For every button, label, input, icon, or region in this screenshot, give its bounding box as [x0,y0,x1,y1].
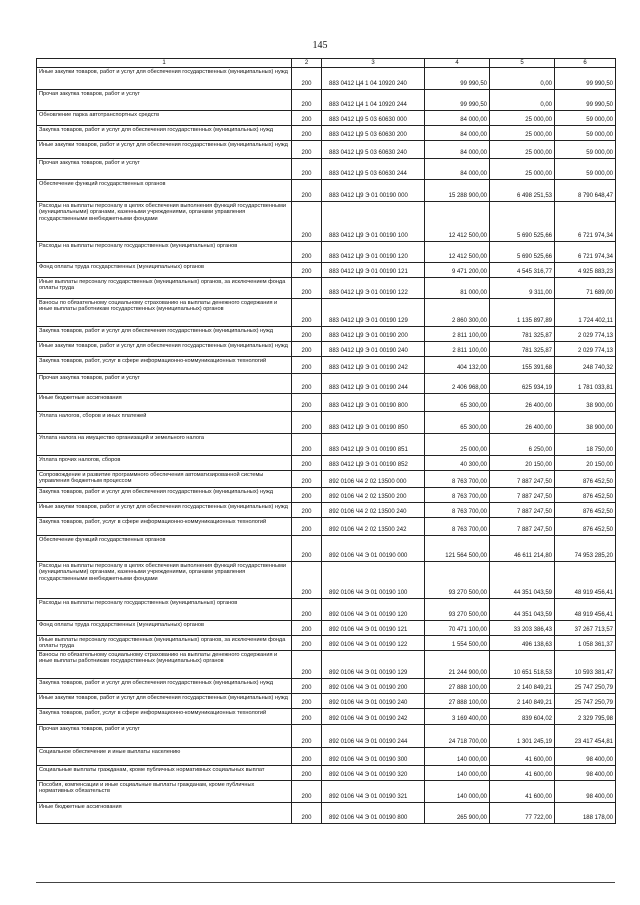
line-code-cell: 200 [292,299,322,327]
table-row [37,126,616,141]
row-name-cell: Закупка товаров, работ, услуг в сфере информационно-коммуникационных технологий [37,518,292,536]
remaining-amount-cell: 876 452,50 [555,471,616,488]
remaining-amount-cell: 2 329 795,98 [555,709,616,725]
approved-amount-cell: 1 554 500,00 [425,636,490,651]
table-row [37,242,616,263]
approved-amount-cell: 265 900,00 [425,803,490,824]
approved-amount-cell: 3 169 400,00 [425,709,490,725]
budget-code-cell: 892 0106 Ч4 Э 01 00190 121 [322,621,425,636]
remaining-amount-cell: 48 919 456,41 [555,599,616,621]
approved-amount-cell: 24 718 700,00 [425,725,490,748]
header-cell: 3 [322,59,425,68]
executed-amount-cell: 0,00 [490,90,555,111]
header-cell: 4 [425,59,490,68]
table-row [37,278,616,299]
executed-amount-cell: 25 000,00 [490,111,555,126]
budget-code-cell: 892 0106 Ч4 Э 01 00190 129 [322,651,425,679]
row-name-cell: Иные закупки товаров, работ и услуг для обеспечения государственных (муниципальных) нужд [37,694,292,709]
budget-code-cell: 883 0412 Ц9 Э 01 00190 121 [322,263,425,278]
header-cell: 6 [555,59,616,68]
approved-amount-cell: 2 406 968,00 [425,374,490,394]
table-row [37,536,616,562]
table-row [37,562,616,599]
row-name-cell: Иные выплаты персоналу государственных (муниципальных) органов, за исключением фонда оплаты труда [37,636,292,651]
approved-amount-cell: 140 000,00 [425,766,490,781]
header-row [37,59,616,68]
remaining-amount-cell: 876 452,50 [555,518,616,536]
table-row [37,599,616,621]
approved-amount-cell: 40 300,00 [425,456,490,471]
row-name-cell: Закупка товаров, работ и услуг для обеспечения государственных (муниципальных) нужд [37,327,292,342]
remaining-amount-cell: 71 689,00 [555,278,616,299]
line-code-cell: 200 [292,781,322,803]
table-row [37,725,616,748]
executed-amount-cell: 781 325,87 [490,342,555,357]
budget-code-cell: 883 0412 Ц9 Э 01 00190 800 [322,394,425,412]
line-code-cell: 200 [292,488,322,503]
budget-code-cell: 892 0106 Ч4 Э 01 00190 242 [322,709,425,725]
approved-amount-cell: 84 000,00 [425,126,490,141]
executed-amount-cell: 26 400,00 [490,412,555,434]
executed-amount-cell: 10 651 518,53 [490,651,555,679]
budget-code-cell: 892 0106 Ч4 2 02 13500 000 [322,471,425,488]
row-name-cell: Прочая закупка товаров, работ и услуг [37,90,292,111]
table-row [37,803,616,824]
remaining-amount-cell: 59 000,00 [555,159,616,180]
executed-amount-cell: 4 545 316,77 [490,263,555,278]
line-code-cell: 200 [292,803,322,824]
remaining-amount-cell: 1 724 402,11 [555,299,616,327]
table-row [37,636,616,651]
row-name-cell: Расходы на выплаты персоналу в целях обеспечения выполнения функций государственными (муниципальными) органами, казенными учреждениями, органами управления государственными внебюджетными фондами [37,562,292,599]
row-name-cell: Обеспечение функций государственных органов [37,180,292,202]
executed-amount-cell: 7 887 247,50 [490,518,555,536]
line-code-cell: 200 [292,278,322,299]
budget-code-cell: 883 0412 Ц9 5 03 60630 200 [322,126,425,141]
table-row [37,709,616,725]
table-row [37,180,616,202]
approved-amount-cell: 70 471 100,00 [425,621,490,636]
budget-code-cell: 883 0412 Ц9 5 03 60630 240 [322,141,425,159]
executed-amount-cell: 496 138,63 [490,636,555,651]
row-name-cell: Расходы на выплаты персоналу в целях обеспечения выполнения функций государственными (муниципальными) органами, казенными учреждениями, органами управления государственными внебюджетными фондами [37,202,292,242]
line-code-cell: 200 [292,357,322,374]
remaining-amount-cell: 876 452,50 [555,488,616,503]
remaining-amount-cell: 10 593 381,47 [555,651,616,679]
approved-amount-cell: 2 811 100,00 [425,342,490,357]
line-code-cell: 200 [292,342,322,357]
approved-amount-cell: 2 860 300,00 [425,299,490,327]
executed-amount-cell: 155 391,68 [490,357,555,374]
executed-amount-cell: 6 250,00 [490,434,555,456]
row-name-cell: Сопровождение и развитие программного обеспечения автоматизированной системы управления бюджетным процессом [37,471,292,488]
remaining-amount-cell: 98 400,00 [555,748,616,766]
approved-amount-cell: 93 270 500,00 [425,562,490,599]
row-name-cell: Закупка товаров, работ и услуг для обеспечения государственных (муниципальных) нужд [37,679,292,694]
remaining-amount-cell: 18 750,00 [555,434,616,456]
approved-amount-cell: 9 471 200,00 [425,263,490,278]
remaining-amount-cell: 876 452,50 [555,503,616,518]
line-code-cell: 200 [292,651,322,679]
budget-code-cell: 883 0412 Ц9 5 03 60630 000 [322,111,425,126]
remaining-amount-cell: 248 740,32 [555,357,616,374]
table-row [37,651,616,679]
executed-amount-cell: 44 351 043,59 [490,599,555,621]
executed-amount-cell: 2 140 849,21 [490,694,555,709]
row-name-cell: Иные закупки товаров, работ и услуг для обеспечения государственных (муниципальных) нужд [37,141,292,159]
approved-amount-cell: 8 763 700,00 [425,471,490,488]
budget-code-cell: 883 0412 Ц9 Э 01 00190 240 [322,342,425,357]
line-code-cell: 200 [292,536,322,562]
table-row [37,781,616,803]
remaining-amount-cell: 59 000,00 [555,141,616,159]
approved-amount-cell: 93 270 500,00 [425,599,490,621]
table-row [37,456,616,471]
line-code-cell: 200 [292,766,322,781]
executed-amount-cell: 7 887 247,50 [490,503,555,518]
row-name-cell: Закупка товаров, работ и услуг для обеспечения государственных (муниципальных) нужд [37,488,292,503]
line-code-cell: 200 [292,126,322,141]
budget-code-cell: 892 0106 Ч4 Э 01 00190 321 [322,781,425,803]
table-row [37,159,616,180]
approved-amount-cell: 27 888 100,00 [425,694,490,709]
remaining-amount-cell: 38 900,00 [555,412,616,434]
row-name-cell: Взносы по обязательному социальному страхованию на выплаты денежного содержания и иные выплаты работникам государственных (муниципальных) органов [37,651,292,679]
row-name-cell: Закупка товаров, работ, услуг в сфере информационно-коммуникационных технологий [37,709,292,725]
row-name-cell: Прочая закупка товаров, работ и услуг [37,725,292,748]
budget-code-cell: 892 0106 Ч4 Э 01 00190 000 [322,536,425,562]
header-cell: 2 [292,59,322,68]
executed-amount-cell: 5 690 525,66 [490,242,555,263]
line-code-cell: 200 [292,90,322,111]
bottom-rule [36,882,615,883]
line-code-cell: 200 [292,679,322,694]
table-row [37,621,616,636]
remaining-amount-cell: 1 058 361,37 [555,636,616,651]
remaining-amount-cell: 2 029 774,13 [555,327,616,342]
executed-amount-cell: 0,00 [490,68,555,90]
remaining-amount-cell: 188 178,00 [555,803,616,824]
budget-code-cell: 892 0106 Ч4 Э 01 00190 240 [322,694,425,709]
row-name-cell: Иные бюджетные ассигнования [37,394,292,412]
remaining-amount-cell: 38 900,00 [555,394,616,412]
row-name-cell: Расходы на выплаты персоналу государственных (муниципальных) органов [37,599,292,621]
line-code-cell: 200 [292,636,322,651]
table-row [37,90,616,111]
approved-amount-cell: 140 000,00 [425,781,490,803]
remaining-amount-cell: 6 721 974,34 [555,202,616,242]
remaining-amount-cell: 20 150,00 [555,456,616,471]
row-name-cell: Иные закупки товаров, работ и услуг для обеспечения государственных (муниципальных) нужд [37,342,292,357]
row-name-cell: Социальное обеспечение и иные выплаты населению [37,748,292,766]
remaining-amount-cell: 99 990,50 [555,90,616,111]
executed-amount-cell: 44 351 043,59 [490,562,555,599]
budget-code-cell: 883 0412 Ц9 Э 01 00190 129 [322,299,425,327]
executed-amount-cell: 7 887 247,50 [490,471,555,488]
executed-amount-cell: 781 325,87 [490,327,555,342]
approved-amount-cell: 84 000,00 [425,141,490,159]
line-code-cell: 200 [292,263,322,278]
table-row [37,488,616,503]
budget-code-cell: 883 0412 Ц9 Э 01 00190 242 [322,357,425,374]
line-code-cell: 200 [292,202,322,242]
line-code-cell: 200 [292,242,322,263]
table-row [37,357,616,374]
remaining-amount-cell: 25 747 250,79 [555,679,616,694]
approved-amount-cell: 2 811 100,00 [425,327,490,342]
row-name-cell: Фонд оплаты труда государственных (муниципальных) органов [37,621,292,636]
budget-code-cell: 892 0106 Ч4 Э 01 00190 244 [322,725,425,748]
table-row [37,748,616,766]
budget-code-cell: 892 0106 Ч4 Э 01 00190 800 [322,803,425,824]
line-code-cell: 200 [292,141,322,159]
row-name-cell: Иные выплаты персоналу государственных (муниципальных) органов, за исключением фонда оплаты труда [37,278,292,299]
budget-code-cell: 883 0412 Ц9 Э 01 00190 122 [322,278,425,299]
approved-amount-cell: 404 132,00 [425,357,490,374]
row-name-cell: Взносы по обязательному социальному страхованию на выплаты денежного содержания и иные выплаты работникам государственных (муниципальных) органов [37,299,292,327]
approved-amount-cell: 84 000,00 [425,111,490,126]
table-row [37,111,616,126]
row-name-cell: Расходы на выплаты персоналу государственных (муниципальных) органов [37,242,292,263]
row-name-cell: Уплата прочих налогов, сборов [37,456,292,471]
line-code-cell: 200 [292,748,322,766]
row-name-cell: Иные закупки товаров, работ и услуг для обеспечения государственных (муниципальных) нужд [37,68,292,90]
approved-amount-cell: 99 990,50 [425,68,490,90]
approved-amount-cell: 140 000,00 [425,748,490,766]
line-code-cell: 200 [292,159,322,180]
line-code-cell: 200 [292,694,322,709]
remaining-amount-cell: 48 919 456,41 [555,562,616,599]
line-code-cell: 200 [292,180,322,202]
executed-amount-cell: 26 400,00 [490,394,555,412]
budget-code-cell: 892 0106 Ч4 Э 01 00190 122 [322,636,425,651]
table-row [37,327,616,342]
budget-code-cell: 883 0412 Ц9 Э 01 00190 851 [322,434,425,456]
executed-amount-cell: 25 000,00 [490,126,555,141]
executed-amount-cell: 1 301 245,19 [490,725,555,748]
executed-amount-cell: 46 611 214,80 [490,536,555,562]
approved-amount-cell: 8 763 700,00 [425,518,490,536]
budget-code-cell: 883 0412 Ц9 5 03 60630 244 [322,159,425,180]
budget-code-cell: 883 0412 Ц9 Э 01 00190 850 [322,412,425,434]
budget-code-cell: 892 0106 Ч4 Э 01 00190 200 [322,679,425,694]
line-code-cell: 200 [292,394,322,412]
approved-amount-cell: 12 412 500,00 [425,242,490,263]
approved-amount-cell: 15 288 900,00 [425,180,490,202]
row-name-cell: Обеспечение функций государственных органов [37,536,292,562]
approved-amount-cell: 84 000,00 [425,159,490,180]
table-row [37,679,616,694]
budget-code-cell: 892 0106 Ч4 Э 01 00190 100 [322,562,425,599]
budget-code-cell: 892 0106 Ч4 2 02 13500 200 [322,488,425,503]
approved-amount-cell: 27 888 100,00 [425,679,490,694]
budget-code-cell: 883 0412 Ц9 Э 01 00190 000 [322,180,425,202]
approved-amount-cell: 21 244 900,00 [425,651,490,679]
budget-code-cell: 892 0106 Ч4 2 02 13500 240 [322,503,425,518]
executed-amount-cell: 41 600,00 [490,766,555,781]
executed-amount-cell: 77 722,00 [490,803,555,824]
budget-code-cell: 892 0106 Ч4 Э 01 00190 300 [322,748,425,766]
line-code-cell: 200 [292,562,322,599]
budget-code-cell: 883 0412 Ц9 Э 01 00190 200 [322,327,425,342]
table-row [37,412,616,434]
table-row [37,374,616,394]
executed-amount-cell: 2 140 849,21 [490,679,555,694]
row-name-cell: Иные закупки товаров, работ и услуг для обеспечения государственных (муниципальных) нужд [37,503,292,518]
row-name-cell: Фонд оплаты труда государственных (муниципальных) органов [37,263,292,278]
remaining-amount-cell: 59 000,00 [555,126,616,141]
line-code-cell: 200 [292,111,322,126]
remaining-amount-cell: 37 267 713,57 [555,621,616,636]
budget-code-cell: 892 0106 Ч4 Э 01 00190 320 [322,766,425,781]
remaining-amount-cell: 6 721 974,34 [555,242,616,263]
row-name-cell: Закупка товаров, работ, услуг в сфере информационно-коммуникационных технологий [37,357,292,374]
remaining-amount-cell: 74 953 285,20 [555,536,616,562]
executed-amount-cell: 41 600,00 [490,781,555,803]
budget-code-cell: 883 0412 Ц4 1 04 10920 244 [322,90,425,111]
executed-amount-cell: 25 000,00 [490,141,555,159]
page-number: 145 [312,40,328,51]
budget-code-cell: 883 0412 Ц4 1 04 10920 240 [322,68,425,90]
row-name-cell: Социальные выплаты гражданам, кроме публичных нормативных социальных выплат [37,766,292,781]
executed-amount-cell: 9 311,00 [490,278,555,299]
remaining-amount-cell: 99 990,50 [555,68,616,90]
row-name-cell: Прочая закупка товаров, работ и услуг [37,374,292,394]
budget-code-cell: 883 0412 Ц9 Э 01 00190 852 [322,456,425,471]
line-code-cell: 200 [292,599,322,621]
row-name-cell: Иные бюджетные ассигнования [37,803,292,824]
table-row [37,503,616,518]
table-row [37,141,616,159]
row-name-cell: Уплата налогов, сборов и иных платежей [37,412,292,434]
header-cell: 1 [37,59,292,68]
line-code-cell: 200 [292,503,322,518]
line-code-cell: 200 [292,374,322,394]
table-row [37,434,616,456]
approved-amount-cell: 25 000,00 [425,434,490,456]
remaining-amount-cell: 4 925 883,23 [555,263,616,278]
table-row [37,694,616,709]
executed-amount-cell: 41 600,00 [490,748,555,766]
executed-amount-cell: 625 934,19 [490,374,555,394]
budget-code-cell: 892 0106 Ч4 2 02 13500 242 [322,518,425,536]
line-code-cell: 200 [292,709,322,725]
row-name-cell: Пособия, компенсации и иные социальные выплаты гражданам, кроме публичных нормативных обязательств [37,781,292,803]
remaining-amount-cell: 23 417 454,81 [555,725,616,748]
table-row [37,68,616,90]
executed-amount-cell: 839 604,02 [490,709,555,725]
row-name-cell: Прочая закупка товаров, работ и услуг [37,159,292,180]
line-code-cell: 200 [292,725,322,748]
executed-amount-cell: 5 690 525,66 [490,202,555,242]
executed-amount-cell: 25 000,00 [490,159,555,180]
remaining-amount-cell: 98 400,00 [555,766,616,781]
approved-amount-cell: 8 763 700,00 [425,488,490,503]
row-name-cell: Обновление парка автотранспортных средств [37,111,292,126]
line-code-cell: 200 [292,621,322,636]
budget-table [36,58,616,824]
line-code-cell: 200 [292,456,322,471]
table-row [37,263,616,278]
table-row [37,518,616,536]
line-code-cell: 200 [292,434,322,456]
table-row [37,342,616,357]
remaining-amount-cell: 25 747 250,79 [555,694,616,709]
executed-amount-cell: 20 150,00 [490,456,555,471]
row-name-cell: Уплата налога на имущество организаций и земельного налога [37,434,292,456]
approved-amount-cell: 65 300,00 [425,412,490,434]
executed-amount-cell: 1 135 897,89 [490,299,555,327]
remaining-amount-cell: 1 781 033,81 [555,374,616,394]
header-cell: 5 [490,59,555,68]
table-row [37,299,616,327]
table-row [37,471,616,488]
remaining-amount-cell: 98 400,00 [555,781,616,803]
approved-amount-cell: 81 000,00 [425,278,490,299]
table-row [37,766,616,781]
budget-code-cell: 883 0412 Ц9 Э 01 00190 244 [322,374,425,394]
executed-amount-cell: 6 498 251,53 [490,180,555,202]
budget-code-cell: 883 0412 Ц9 Э 01 00190 120 [322,242,425,263]
line-code-cell: 200 [292,518,322,536]
budget-code-cell: 883 0412 Ц9 Э 01 00190 100 [322,202,425,242]
row-name-cell: Закупка товаров, работ и услуг для обеспечения государственных (муниципальных) нужд [37,126,292,141]
table-row [37,394,616,412]
approved-amount-cell: 8 763 700,00 [425,503,490,518]
approved-amount-cell: 99 990,50 [425,90,490,111]
line-code-cell: 200 [292,412,322,434]
line-code-cell: 200 [292,68,322,90]
table-row [37,202,616,242]
line-code-cell: 200 [292,471,322,488]
approved-amount-cell: 121 564 500,00 [425,536,490,562]
remaining-amount-cell: 59 000,00 [555,111,616,126]
executed-amount-cell: 7 887 247,50 [490,488,555,503]
line-code-cell: 200 [292,327,322,342]
approved-amount-cell: 12 412 500,00 [425,202,490,242]
budget-code-cell: 892 0106 Ч4 Э 01 00190 120 [322,599,425,621]
remaining-amount-cell: 2 029 774,13 [555,342,616,357]
executed-amount-cell: 33 203 386,43 [490,621,555,636]
approved-amount-cell: 65 300,00 [425,394,490,412]
remaining-amount-cell: 8 790 648,47 [555,180,616,202]
